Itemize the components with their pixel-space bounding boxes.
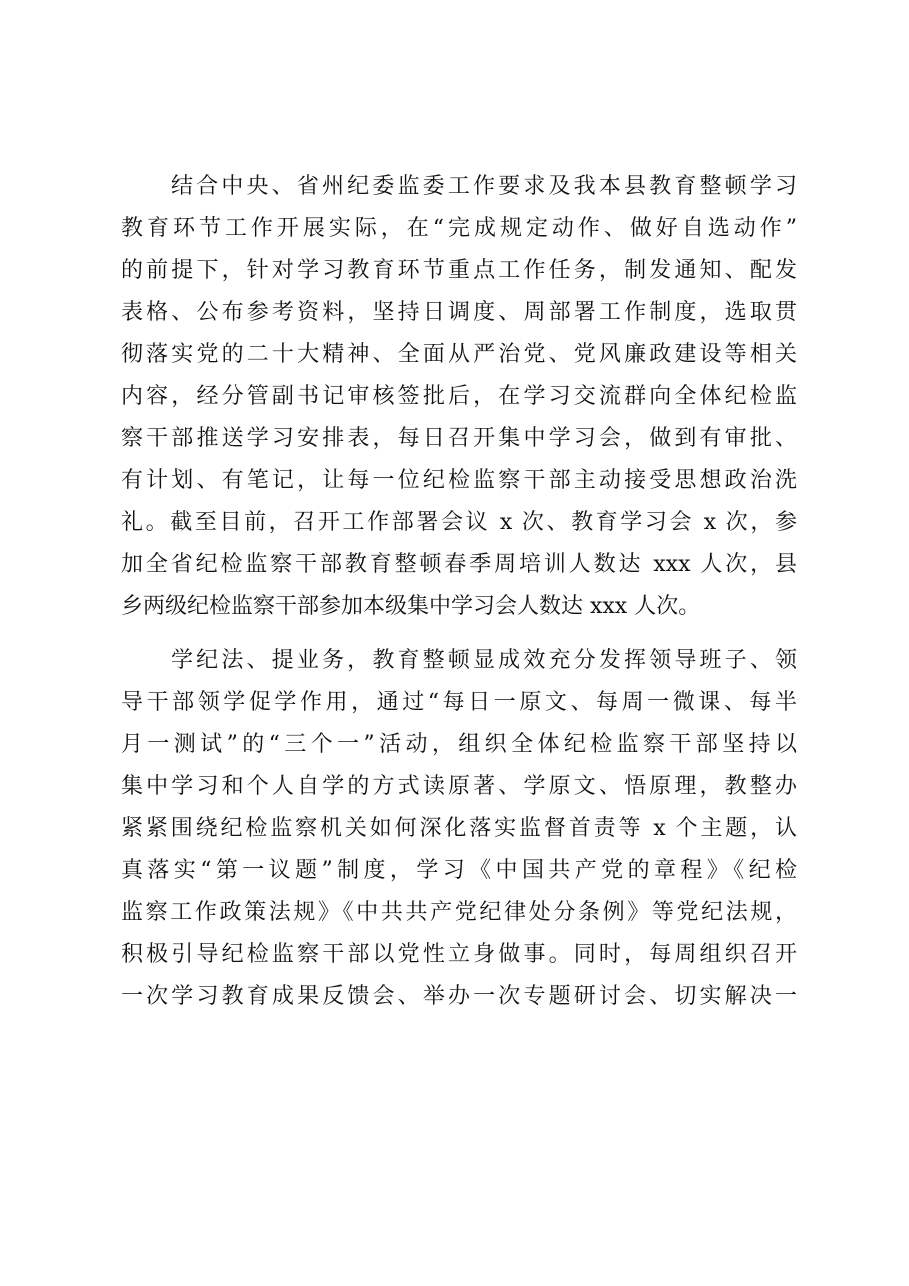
paragraph-line: 月一测试”的“三个一”活动，组织全体纪检监察干部坚持以 <box>121 732 797 757</box>
paragraph-line: 的前提下，针对学习教育环节重点工作任务，制发通知、配发 <box>121 258 797 283</box>
paragraph-line: 集中学习和个人自学的方式读原著、学原文、悟原理，教整办 <box>121 774 797 799</box>
paragraph-line: 表格、公布参考资料，坚持日调度、周部署工作制度，选取贯 <box>121 300 797 325</box>
paragraph-line: 监察工作政策法规》《中共共产党纪律处分条例》等党纪法规， <box>121 900 797 925</box>
paragraph-1 <box>121 166 797 628</box>
paragraph-line: 彻落实党的二十大精神、全面从严治党、党风廉政建设等相关 <box>121 342 797 367</box>
paragraph-line: 内容，经分管副书记审核签批后，在学习交流群向全体纪检监 <box>121 384 797 409</box>
paragraph-line: 乡两级纪检监察干部参加本级集中学习会人数达 xxx 人次。 <box>121 594 701 619</box>
paragraph-line: 一次学习教育成果反馈会、举办一次专题研讨会、切实解决一 <box>121 984 797 1009</box>
paragraph-line: 察干部推送学习安排表，每日召开集中学习会，做到有审批、 <box>121 426 797 451</box>
paragraph-2 <box>121 640 797 1018</box>
paragraph-line: 学纪法、提业务，教育整顿显成效充分发挥领导班子、领 <box>171 648 797 673</box>
paragraph-line: 有计划、有笔记，让每一位纪检监察干部主动接受思想政治洗 <box>121 468 797 493</box>
paragraph-line: 紧紧围绕纪检监察机关如何深化落实监督首责等 x 个主题，认 <box>121 816 797 841</box>
paragraph-line: 积极引导纪检监察干部以党性立身做事。同时，每周组织召开 <box>121 942 797 967</box>
paragraph-spacer <box>121 628 797 640</box>
paragraph-line: 导干部领学促学作用，通过“每日一原文、每周一微课、每半 <box>121 690 797 715</box>
paragraph-line: 礼。截至目前，召开工作部署会议 x 次、教育学习会 x 次，参 <box>121 510 797 535</box>
paragraph-line: 结合中央、省州纪委监委工作要求及我本县教育整顿学习 <box>171 174 797 199</box>
paragraph-line: 加全省纪检监察干部教育整顿春季周培训人数达 xxx 人次，县 <box>121 552 797 577</box>
body-text <box>121 166 797 1018</box>
paragraph-line: 教育环节工作开展实际，在“完成规定动作、做好自选动作” <box>121 216 797 241</box>
paragraph-line: 真落实“第一议题”制度，学习《中国共产党的章程》《纪检 <box>121 858 797 883</box>
